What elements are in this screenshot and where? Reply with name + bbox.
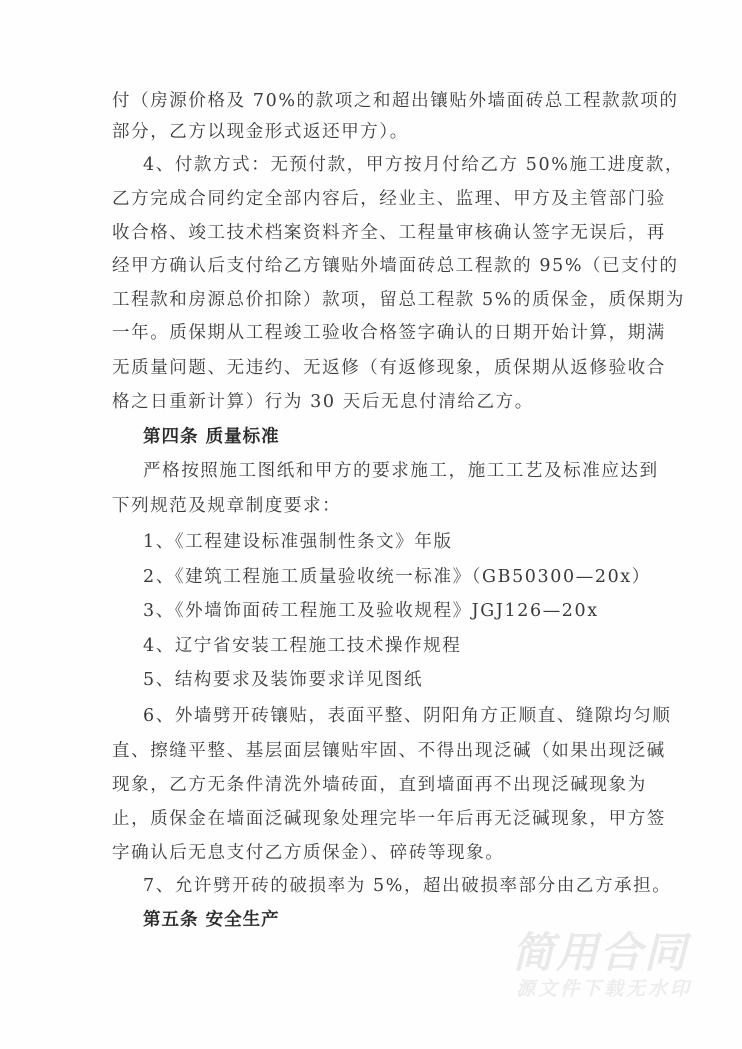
text-line: 付（房源价格及 70%的款项之和超出镶贴外墙面砖总工程款款项的	[112, 91, 679, 111]
text-line: 经甲方确认后支付给乙方镶贴外墙面砖总工程款的 95%（已支付的	[112, 256, 679, 276]
text-line: 无质量问题、无违约、无返修（有返修现象，质保期从返修验收合	[112, 358, 666, 378]
text-line: 4、辽宁省安装工程施工技术操作规程	[143, 636, 462, 656]
text-line: 止，质保金在墙面泛碱现象处理完毕一年后再无泛碱现象，甲方签	[112, 809, 666, 829]
text-line: 4、付款方式：无预付款，甲方按月付给乙方 50%施工进度款，	[143, 155, 685, 175]
text-line: 2、《建筑工程施工质量验收统一标准》（GB50300—20x）	[143, 567, 651, 587]
section-heading: 第四条 质量标准	[143, 427, 280, 447]
text-line: 7、允许劈开砖的破损率为 5%，超出破损率部分由乙方承担。	[143, 876, 672, 896]
text-line: 1、《工程建设标准强制性条文》年版	[143, 532, 453, 552]
text-line: 6、外墙劈开砖镶贴，表面平整、阴阳角方正顺直、缝隙均匀顺	[143, 706, 672, 726]
text-line: 现象，乙方无条件清洗外墙砖面，直到墙面再不出现泛碱现象为	[112, 775, 647, 795]
text-line: 3、《外墙饰面砖工程施工及验收规程》JGJ126—20x	[143, 601, 599, 621]
text-line: 格之日重新计算）行为 30 天后无息付清给乙方。	[112, 392, 534, 412]
text-line: 一年。质保期从工程竣工验收合格签字确认的日期开始计算，期满	[112, 323, 666, 343]
text-line: 5、结构要求及装饰要求详见图纸	[143, 670, 424, 690]
text-line: 部分，乙方以现金形式返还甲方）。	[112, 122, 409, 142]
text-line: 直、擦缝平整、基层面层镶贴牢固、不得出现泛碱（如果出现泛碱	[112, 741, 666, 761]
text-line: 字确认后无息支付乙方质保金）、碎砖等现象。	[112, 843, 505, 863]
text-line: 严格按照施工图纸和甲方的要求施工，施工工艺及标准应达到	[143, 461, 659, 481]
watermark-subtitle: 源文件下载无水印	[516, 978, 693, 1000]
text-line: 收合格、竣工技术档案资料齐全、工程量审核确认签字无误后，再	[112, 223, 666, 243]
watermark-title: 简用合同	[512, 928, 689, 977]
text-line: 下列规范及规章制度要求：	[112, 496, 342, 516]
text-line: 工程款和房源总价扣除）款项，留总工程款 5%的质保金，质保期为	[112, 290, 685, 310]
text-line: 乙方完成合同约定全部内容后，经业主、监理、甲方及主管部门验	[112, 189, 666, 209]
section-heading: 第五条 安全生产	[143, 910, 280, 930]
